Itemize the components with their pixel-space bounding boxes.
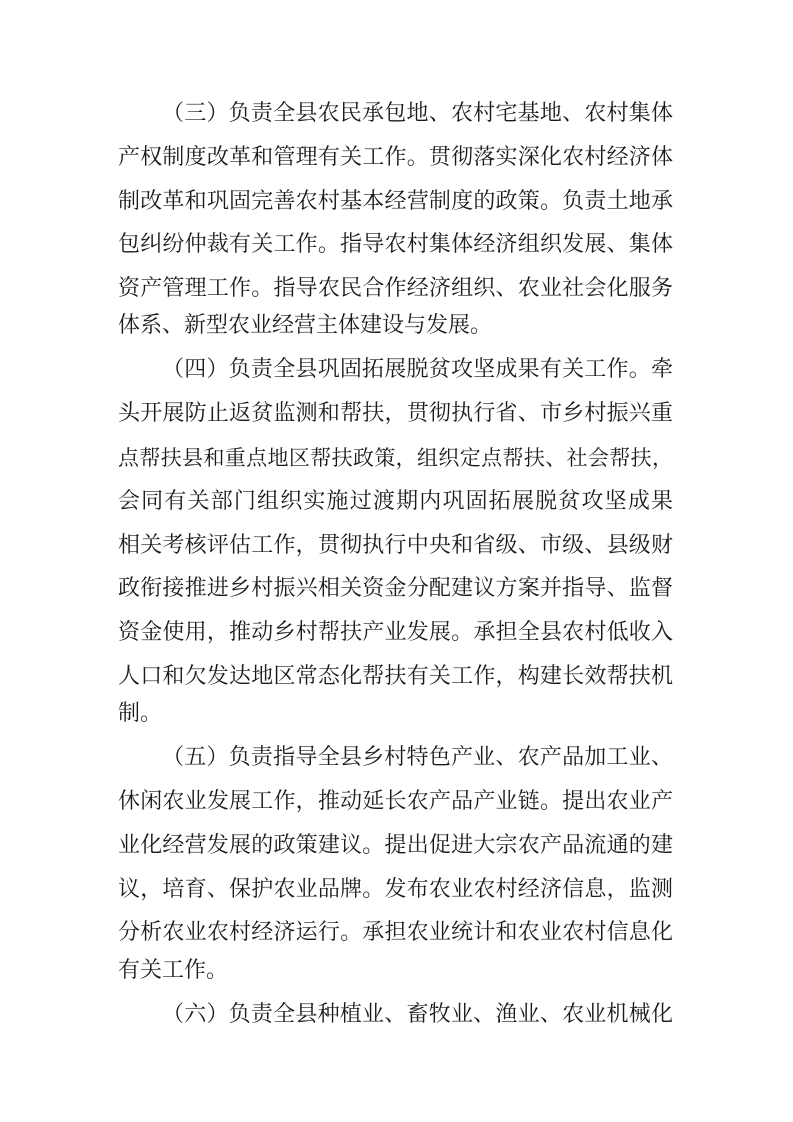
paragraph-5-line-5: 分析农业农村经济运行。承担农业统计和农业农村信息化 — [118, 920, 673, 945]
paragraph-3-line-3: 制改革和巩固完善农村基本经营制度的政策。负责土地承 — [118, 189, 673, 214]
paragraph-3-line-1: （三）负责全县农民承包地、农村宅基地、农村集体 — [162, 101, 673, 126]
paragraph-5-line-4: 议，培育、保护农业品牌。发布农业农村经济信息，监测 — [118, 877, 673, 902]
paragraph-6-line-1: （六）负责全县种植业、畜牧业、渔业、农业机械化 — [162, 1002, 673, 1027]
paragraph-4-line-2: 头开展防止返贫监测和帮扶，贯彻执行省、市乡村振兴重 — [118, 401, 673, 426]
paragraph-5-line-6: 有关工作。 — [118, 958, 229, 983]
paragraph-4-line-1: （四）负责全县巩固拓展脱贫攻坚成果有关工作。牵 — [162, 357, 673, 382]
paragraph-4-line-8: 人口和欠发达地区常态化帮扶有关工作，构建长效帮扶机 — [118, 664, 673, 689]
paragraph-5-line-1: （五）负责指导全县乡村特色产业、农产品加工业、 — [162, 745, 673, 770]
paragraph-4-line-9: 制。 — [118, 701, 163, 726]
paragraph-5-line-2: 休闲农业发展工作，推动延长农产品产业链。提出农业产 — [118, 789, 673, 814]
paragraph-3-line-4: 包纠纷仲裁有关工作。指导农村集体经济组织发展、集体 — [118, 232, 673, 257]
paragraph-4-line-4: 会同有关部门组织实施过渡期内巩固拓展脱贫攻坚成果 — [118, 489, 673, 514]
paragraph-3-line-2: 产权制度改革和管理有关工作。贯彻落实深化农村经济体 — [118, 145, 673, 170]
paragraph-3-line-6: 体系、新型农业经营主体建设与发展。 — [118, 313, 493, 338]
paragraph-4-line-7: 资金使用，推动乡村帮扶产业发展。承担全县农村低收入 — [118, 620, 673, 645]
paragraph-5-line-3: 业化经营发展的政策建议。提出促进大宗农产品流通的建 — [118, 833, 673, 858]
paragraph-4-line-6: 政衔接推进乡村振兴相关资金分配建议方案并指导、监督 — [118, 576, 673, 601]
paragraph-4-line-5: 相关考核评估工作，贯彻执行中央和省级、市级、县级财 — [118, 533, 673, 558]
paragraph-4-line-3: 点帮扶县和重点地区帮扶政策，组织定点帮扶、社会帮扶， — [118, 446, 673, 470]
paragraph-3-line-5: 资产管理工作。指导农民合作经济组织、农业社会化服务 — [118, 276, 673, 301]
